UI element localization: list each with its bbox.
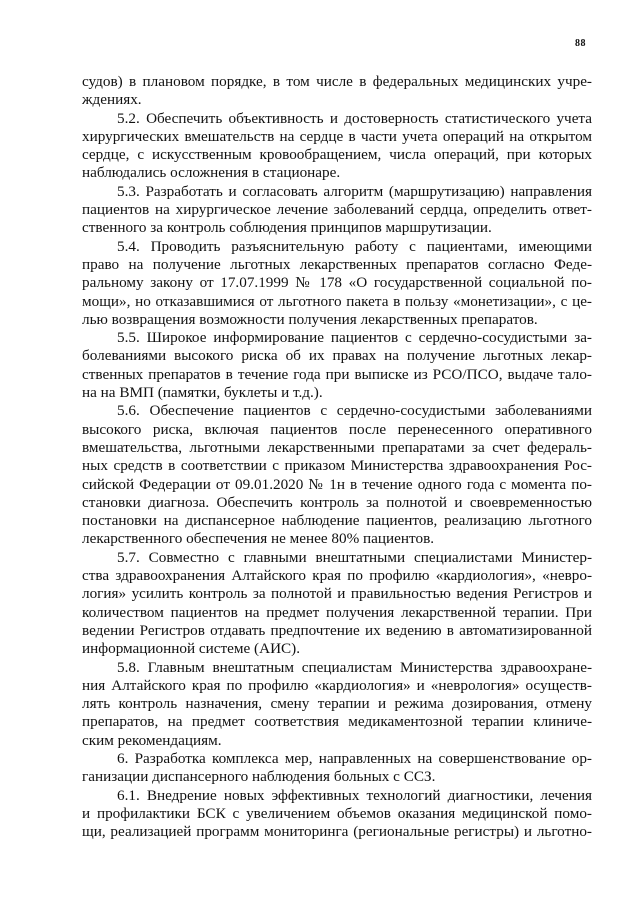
paragraph-line <box>82 787 592 805</box>
paragraph-line-text: 6.1. Внедрение новых эффективных технологий диагностики, лечения <box>117 786 592 804</box>
paragraph <box>82 238 592 329</box>
paragraph-line: наблюдались осложнения в стационаре. <box>82 164 341 182</box>
paragraph-line-text: 5.7. Совместно с главными внештатными специалистами Министер- <box>117 548 592 566</box>
paragraph <box>82 750 592 787</box>
paragraph <box>82 402 592 548</box>
paragraph-line: постановки на диспансерное наблюдение пациентов, реализацию льготного <box>82 512 592 530</box>
paragraph-line-text: 5.8. Главным внештатным специалистам Министерства здравоохране- <box>117 658 592 676</box>
paragraph-line: право на получение льготных лекарственных препаратов согласно Феде- <box>82 255 592 273</box>
paragraph-line: болеваниями высокого риска об их правах на получение льготных лекар- <box>82 347 592 365</box>
paragraph-line: на на ВМП (памятки, буклеты и т.д.). <box>82 384 323 402</box>
page-number: 88 <box>575 38 586 49</box>
paragraph-line <box>82 750 592 768</box>
paragraph-line: пациентов на хирургическое лечение заболеваний сердца, определить ответ- <box>82 201 592 219</box>
paragraph-line: хирургических вмешательств на сердце в части учета операций на открытом <box>82 127 592 145</box>
paragraph-line: высокого риска, включая пациентов после перенесенного оперативного <box>82 420 592 438</box>
paragraph-line: и профилактики БСК с увеличением объемов оказания медицинской помо- <box>82 804 592 822</box>
paragraph-line <box>82 549 592 567</box>
paragraph-line-text: 5.5. Широкое информирование пациентов с сердечно-сосудистыми за- <box>117 329 592 347</box>
paragraph <box>82 110 592 183</box>
paragraph-line: логия» усилить контроль за полнотой и правильностью ведения Регистров и <box>82 585 592 603</box>
paragraph-line: мощи», но отказавшимися от льготного пакета в пользу «монетизации», с це- <box>82 292 592 310</box>
document-body <box>82 73 592 841</box>
paragraph-line: информационной системе (АИС). <box>82 640 301 658</box>
paragraph-line: ния Алтайского края по профилю «кардиология» и «неврология» осуществ- <box>82 676 592 694</box>
paragraph-line: судов) в плановом порядке, в том числе в федеральных медицинских учре- <box>82 73 592 90</box>
paragraph-line <box>82 238 592 256</box>
paragraph-line: ственного за контроль соблюдения принципов маршрутизации. <box>82 219 492 237</box>
paragraph-line: лью возвращения возможности получения лекарственных препаратов. <box>82 310 538 328</box>
paragraph-line: ральному закону от 17.07.1999 № 178 «О государственной социальной по- <box>82 274 592 292</box>
paragraph-line: сердце, с искусственным кровообращением, числа операций, при которых <box>82 146 592 164</box>
paragraph-line: лекарственного обеспечения не менее 80% пациентов. <box>82 530 435 548</box>
paragraph-line: щи, реализацией программ мониторинга (региональные регистры) и льготно- <box>82 823 592 841</box>
paragraph-line: ждениях. <box>82 91 142 109</box>
paragraph-line: ственных препаратов в течение года при выписке из РСО/ПСО, выдаче тало- <box>82 365 592 383</box>
paragraph-line: ским рекомендациям. <box>82 731 222 749</box>
paragraph-line: препаратов, на предмет соответствия медикаментозной терапии клиниче- <box>82 713 592 731</box>
paragraph-line: сийской Федерации от 09.01.2020 № 1н в течение одного года с момента по- <box>82 475 592 493</box>
paragraph-line-text: 5.4. Проводить разъяснительную работу с пациентами, имеющими <box>117 237 592 255</box>
paragraph-line-text: 5.6. Обеспечение пациентов с сердечно-сосудистыми заболеваниями <box>117 402 592 420</box>
paragraph-line: ведении Регистров отдавать предпочтение их ведению в автоматизированной <box>82 621 592 639</box>
paragraph-line: ных средств в соответствии с приказом Министерства здравоохранения Рос- <box>82 457 592 475</box>
paragraph-line <box>82 402 592 420</box>
paragraph-line: ства здравоохранения Алтайского края по профилю «кардиология», «невро- <box>82 567 592 585</box>
paragraph-line <box>82 110 592 128</box>
paragraph <box>82 183 592 238</box>
paragraph <box>82 73 592 110</box>
paragraph-line: лять контроль назначения, смену терапии и режима дозирования, отмену <box>82 695 592 713</box>
paragraph <box>82 329 592 402</box>
paragraph-line: становки диагноза. Обеспечить контроль за полнотой и своевременностью <box>82 493 592 511</box>
paragraph <box>82 659 592 750</box>
paragraph-line: ганизации диспансерного наблюдения больных с ССЗ. <box>82 768 436 786</box>
paragraph-line <box>82 183 592 201</box>
paragraph-line-text: 5.3. Разработать и согласовать алгоритм (маршрутизацию) направления <box>117 182 592 200</box>
paragraph-line: вмешательства, льготными лекарственными препаратами за счет федераль- <box>82 438 592 456</box>
paragraph <box>82 549 592 659</box>
paragraph <box>82 787 592 842</box>
paragraph-line <box>82 659 592 677</box>
paragraph-line: количеством пациентов на предмет получения лекарственной терапии. При <box>82 603 592 621</box>
paragraph-line-text: 6. Разработка комплекса мер, направленных на совершенствование ор- <box>117 749 592 767</box>
paragraph-line <box>82 329 592 347</box>
paragraph-line-text: 5.2. Обеспечить объективность и достоверность статистического учета <box>117 109 592 127</box>
